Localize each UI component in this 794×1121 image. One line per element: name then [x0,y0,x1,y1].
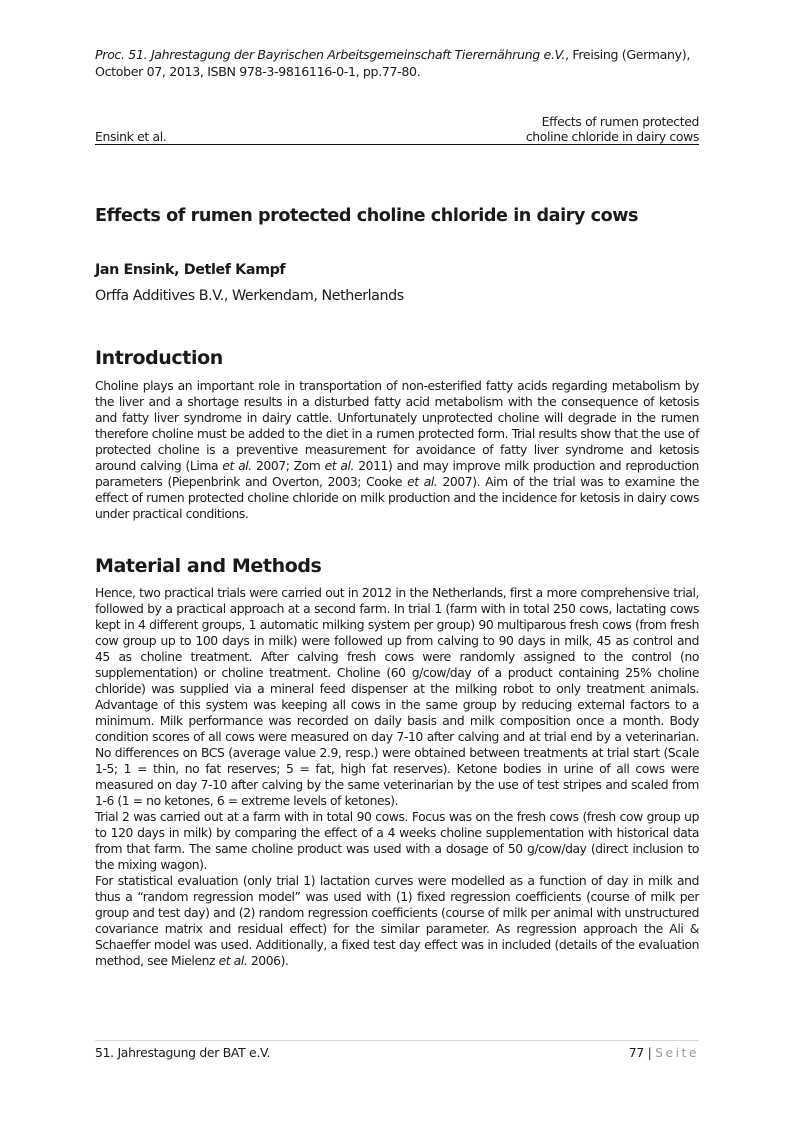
article-authors: Jan Ensink, Detlef Kampf [95,262,286,278]
footer-page-info [629,1045,699,1060]
methods-body [95,585,699,969]
footer-conference: 51. Jahrestagung der BAT e.V. [95,1045,271,1060]
section-heading-methods: Material and Methods [95,555,322,577]
running-header-authors: Ensink et al. [95,129,167,144]
proceedings-title: Proc. 51. Jahrestagung der Bayrischen Arbeitsgemeinschaft Tierernährung e.V. [95,47,566,62]
introduction-body [95,378,699,522]
proceedings-date-isbn: October 07, 2013, ISBN 978-3-9816116-0-1, pp.77-80. [95,64,421,79]
methods-paragraph-trial1: Hence, two practical trials were carried out in 2012 in the Netherlands, first a more comprehensive trial, followed by a practical approach at a second farm. In trial 1 (farm with in total 250 cows, lactating cows kept in 4 different groups, 1 automatic milking system per group) 90 multiparous fresh cows (from fresh cow group up to 100 days in milk) were followed up from calving to 90 days in milk, 45 as control and 45 as choline treatment. After calving fresh cows were randomly assigned to the control (no supplementation) or choline treatment. Choline (60 g/cow/day of a product containing 25% choline chloride) was supplied via a mineral feed dispenser at the milking robot to only treatment animals. Advantage of this system was keeping all cows in the same group by reducing external factors to a minimum. Milk performance was recorded on daily basis and milk composition once a month. Body condition scores of all cows were measured on day 7-10 after calving and at trial end by a veterinarian. No differences on BCS (average value 2.9, resp.) were obtained between treatments at trial start (Scale 1-5; 1 = thin, no fat reserves; 5 = fat, high fat reserves). Ketone bodies in urine of all cows were measured on day 7-10 after calving by the same veterinarian by the use of test stripes and scaled from 1-6 (1 = no ketones, 6 = extreme levels of ketones). [95,586,699,808]
footer-page-word: Seite [655,1045,699,1060]
methods-paragraph-statistics: For statistical evaluation (only trial 1) lactation curves were modelled as a function of day in milk and thus a “random regression model” was used with (1) fixed regression coefficients (course of milk per group and test day) and (2) random regression coefficients (course of milk per animal with unstructured covariance matrix and residual effect) for the similar parameter. As regression approach the Ali & Schaeffer model was used. Additionally, a fixed test day effect was in included (details of the evaluation method, see Mielenz et al. 2006). [95,874,699,968]
article-title: Effects of rumen protected choline chloride in dairy cows [95,206,639,226]
running-header [95,114,699,145]
proceedings-location: , Freising (Germany), [565,47,690,62]
page-footer [95,1040,699,1063]
page-number: 77 [628,1045,644,1060]
running-header-title-line1: Effects of rumen protected [541,114,699,129]
methods-paragraph-trial2: Trial 2 was carried out at a farm with in total 90 cows. Focus was on the fresh cows (fresh cow group up to 120 days in milk) by comparing the effect of a 4 weeks choline supplementation with historical data from that farm. The same choline product was used with a dosage of 50 g/cow/day (direct inclusion to the mixing wagon). [95,810,699,872]
introduction-paragraph: Choline plays an important role in transportation of non-esterified fatty acids regarding metabolism by the liver and a shortage results in a disturbed fatty acid metabolism with the consequence of ketosis and fatty liver syndrome in dairy cattle. Unfortunately unprotected choline will degrade in the rumen therefore choline must be added to the diet in a rumen protected form. Trial results show that the use of protected choline is a preventive measurement for avoidance of fatty liver syndrome and ketosis around calving (Lima et al. 2007; Zom et al. 2011) and may improve milk production and reproduction parameters (Piepenbrink and Overton, 2003; Cooke et al. 2007). Aim of the trial was to examine the effect of rumen protected choline chloride on milk production and the incidence for ketosis in dairy cows under practical conditions. [95,379,700,521]
proceedings-citation [95,46,699,80]
section-heading-introduction: Introduction [95,347,223,369]
article-affiliation: Orffa Additives B.V., Werkendam, Netherlands [95,288,404,304]
footer-separator: | [647,1045,652,1060]
running-header-title-line2: choline chloride in dairy cows [525,129,699,144]
running-header-title [526,114,699,144]
